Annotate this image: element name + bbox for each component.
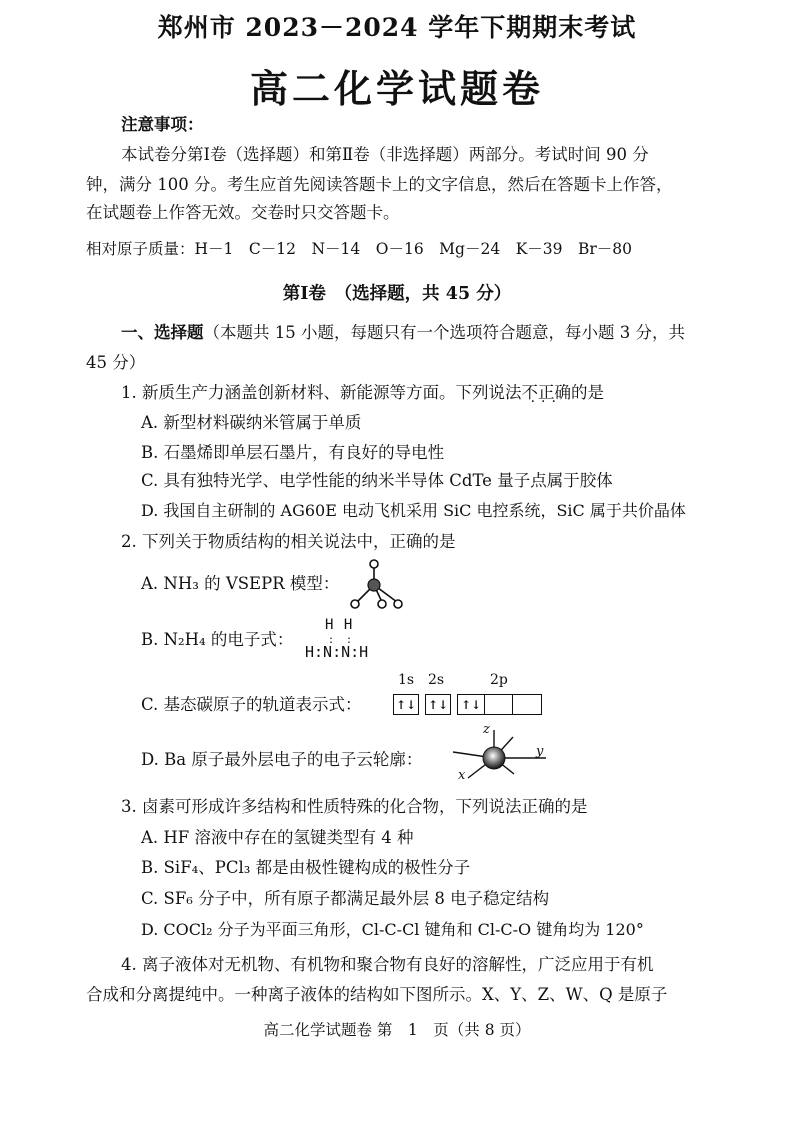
q2-option-b: B. N₂H₄ 的电子式： <box>141 630 294 649</box>
section-intro-line-1 <box>121 323 685 343</box>
orbital-label-2s: 2s <box>428 672 445 688</box>
section-intro-rest: （本题共 15 小题，每题只有一个选项符合题意，每小题 3 分，共 <box>203 323 685 342</box>
orbital-label-2p: 2p <box>490 672 508 688</box>
q3-option-c: C. SF₆ 分子中，所有原子都满足最外层 8 电子稳定结构 <box>141 889 550 908</box>
orbital-cell-2p-2 <box>485 695 513 714</box>
q2-option-d: D. Ba 原子最外层电子的电子云轮廓： <box>141 750 423 769</box>
orbital-box-2p <box>457 694 542 715</box>
q1-option-c: C. 具有独特光学、电学性能的纳米半导体 CdTe 量子点属于胶体 <box>141 471 613 490</box>
orbital-cell-1s: ↑↓ <box>395 697 417 712</box>
section-title: 第Ⅰ卷 （选择题，共 45 分） <box>282 284 512 304</box>
q1-stem-pre: 1. 新质生产力涵盖创新材料、新能源等方面。下列说法 <box>121 383 522 402</box>
q4-line-2: 合成和分离提纯中。一种离子液体的结构如下图所示。X、Y、Z、W、Q 是原子 <box>86 985 668 1004</box>
paper-title: 高二化学试题卷 <box>249 67 544 111</box>
orbital-label-1s: 1s <box>398 672 415 688</box>
axis-label-z: z <box>483 722 490 737</box>
notice-line-3: 在试题卷上作答无效。交卷时只交答题卡。 <box>86 203 400 222</box>
axis-label-y: y <box>536 744 544 759</box>
notice-heading: 注意事项： <box>121 115 204 134</box>
q1-stem-post: 的是 <box>571 383 604 402</box>
q2-stem: 2. 下列关于物质结构的相关说法中，正确的是 <box>121 532 456 551</box>
q4-line-1: 4. 离子液体对无机物、有机物和聚合物有良好的溶解性，广泛应用于有机 <box>121 955 654 974</box>
n2h4-bond-dots-left: : <box>329 632 334 646</box>
q2-option-c: C. 基态碳原子的轨道表示式： <box>141 695 362 714</box>
n2h4-electron-formula-top: H H <box>325 617 354 633</box>
notice-line-2: 钟，满分 100 分。考生应首先阅读答题卡上的文字信息，然后在答题卡上作答， <box>86 175 673 194</box>
orbital-cell-2p-3 <box>513 695 541 714</box>
axis-label-x: x <box>458 768 466 783</box>
q1-option-b: B. 石墨烯即单层石墨片，有良好的导电性 <box>141 443 445 462</box>
n2h4-bond-dots-right: : <box>347 632 352 646</box>
section-intro-line-2: 45 分） <box>86 353 146 372</box>
q1-stem <box>121 383 604 403</box>
q1-option-d: D. 我国自主研制的 AG60E 电动飞机采用 SiC 电控系统，SiC 属于共价晶体 <box>141 501 686 520</box>
q3-option-a: A. HF 溶液中存在的氢键类型有 4 种 <box>141 828 414 847</box>
orbital-cell-2s: ↑↓ <box>427 697 449 712</box>
orbital-cell-2p-1: ↑↓ <box>458 695 485 714</box>
atomic-masses: 相对原子质量：H－1 C－12 N－14 O－16 Mg－24 K－39 Br－80 <box>86 240 633 258</box>
q1-option-a: A. 新型材料碳纳米管属于单质 <box>141 413 362 432</box>
orbital-box-1s <box>393 694 419 715</box>
q3-option-b: B. SiF₄、PCl₃ 都是由极性键构成的极性分子 <box>141 858 471 877</box>
orbital-box-2s <box>425 694 451 715</box>
q2-option-a: A. NH₃ 的 VSEPR 模型： <box>141 574 340 593</box>
n2h4-electron-formula: H:N:N:H <box>305 643 369 661</box>
q3-option-d: D. COCl₂ 分子为平面三角形，Cl-C-Cl 键角和 Cl-C-O 键角均为 120° <box>141 920 644 939</box>
nh3-vsepr-model-diagram <box>346 558 406 612</box>
section-intro-bold: 一、选择题 <box>121 323 204 342</box>
exam-title: 郑州市 2023－2024 学年下期期末考试 <box>157 13 637 42</box>
q3-stem: 3. 卤素可形成许多结构和性质特殊的化合物，下列说法正确的是 <box>121 797 588 816</box>
q1-stem-emphasis: 不正确 ··· <box>522 383 572 402</box>
page-footer: 高二化学试题卷 第 1 页（共 8 页） <box>263 1021 531 1039</box>
notice-line-1: 本试卷分第Ⅰ卷（选择题）和第Ⅱ卷（非选择题）两部分。考试时间 90 分 <box>121 145 649 164</box>
